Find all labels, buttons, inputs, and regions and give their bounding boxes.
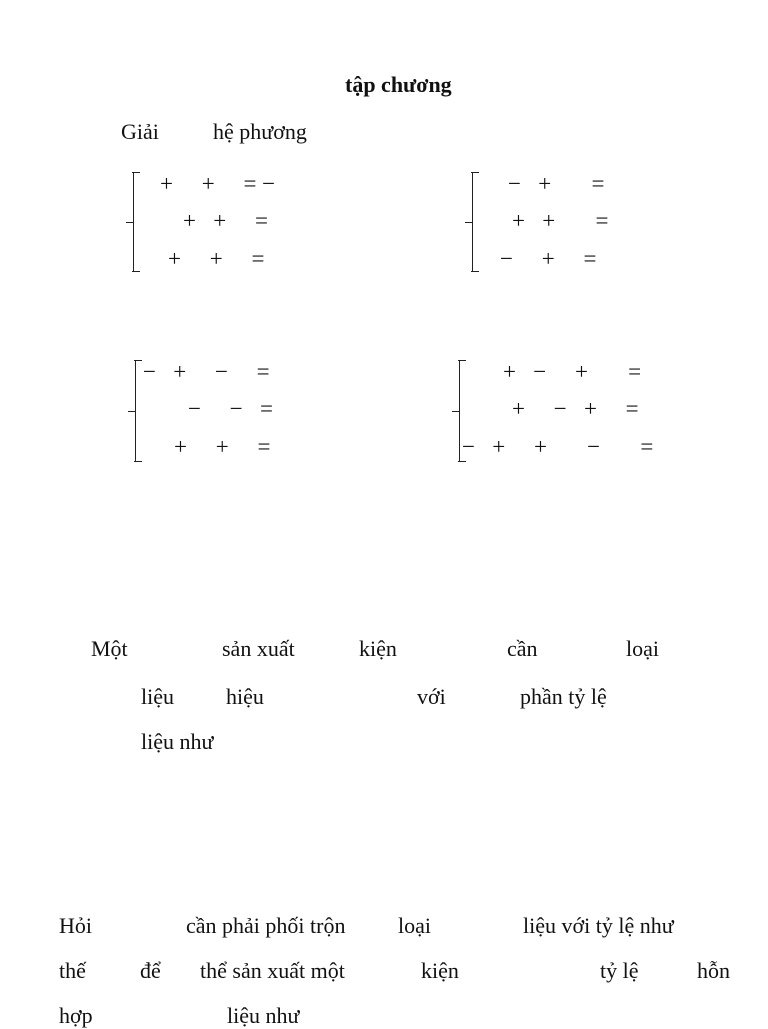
question-word: liệu như	[227, 1003, 300, 1028]
equation-row: + + =	[174, 434, 271, 459]
question-word: Hỏi	[59, 913, 92, 938]
problem-word: loại	[626, 636, 659, 661]
equation-row: + + =	[168, 246, 265, 271]
question-word: loại	[398, 913, 431, 938]
instruction-word-1: Giải	[121, 119, 159, 144]
question-word: cần phải phối trộn	[186, 913, 346, 938]
question-word: thể sản xuất một	[200, 958, 345, 983]
left-brace-icon	[472, 172, 483, 272]
problem-word: liệu như	[141, 729, 214, 754]
equation-row: − + =	[500, 246, 597, 271]
left-brace-icon	[133, 172, 144, 272]
problem-word: với	[417, 684, 446, 709]
problem-word: hiệu	[226, 684, 264, 709]
instruction-word-2: hệ phương	[213, 119, 307, 144]
equation-row: + + =	[183, 208, 268, 233]
equation-row: + + =	[512, 208, 609, 233]
equation-row: + − + =	[503, 359, 642, 384]
equation-row: − + + − =	[462, 434, 654, 459]
equation-row: − + =	[508, 171, 605, 196]
problem-word: phần tỷ lệ	[520, 684, 607, 709]
equation-row: + − + =	[512, 396, 639, 421]
question-word: hợp	[59, 1003, 93, 1028]
question-word: kiện	[421, 958, 459, 983]
page-title: tập chương	[345, 72, 452, 97]
problem-word: kiện	[359, 636, 397, 661]
question-word: tỷ lệ	[600, 958, 639, 983]
equation-row: − − =	[188, 396, 273, 421]
problem-word: liệu	[141, 684, 174, 709]
equation-row: + + = −	[160, 171, 276, 196]
problem-word: cần	[507, 636, 538, 661]
problem-word: Một	[91, 636, 128, 661]
problem-word: sản xuất	[222, 636, 295, 661]
question-word: thế	[59, 958, 86, 983]
equation-row: − + − =	[143, 359, 270, 384]
question-word: để	[140, 958, 161, 983]
question-word: hỗn	[697, 958, 730, 983]
question-word: liệu với tỷ lệ như	[523, 913, 674, 938]
